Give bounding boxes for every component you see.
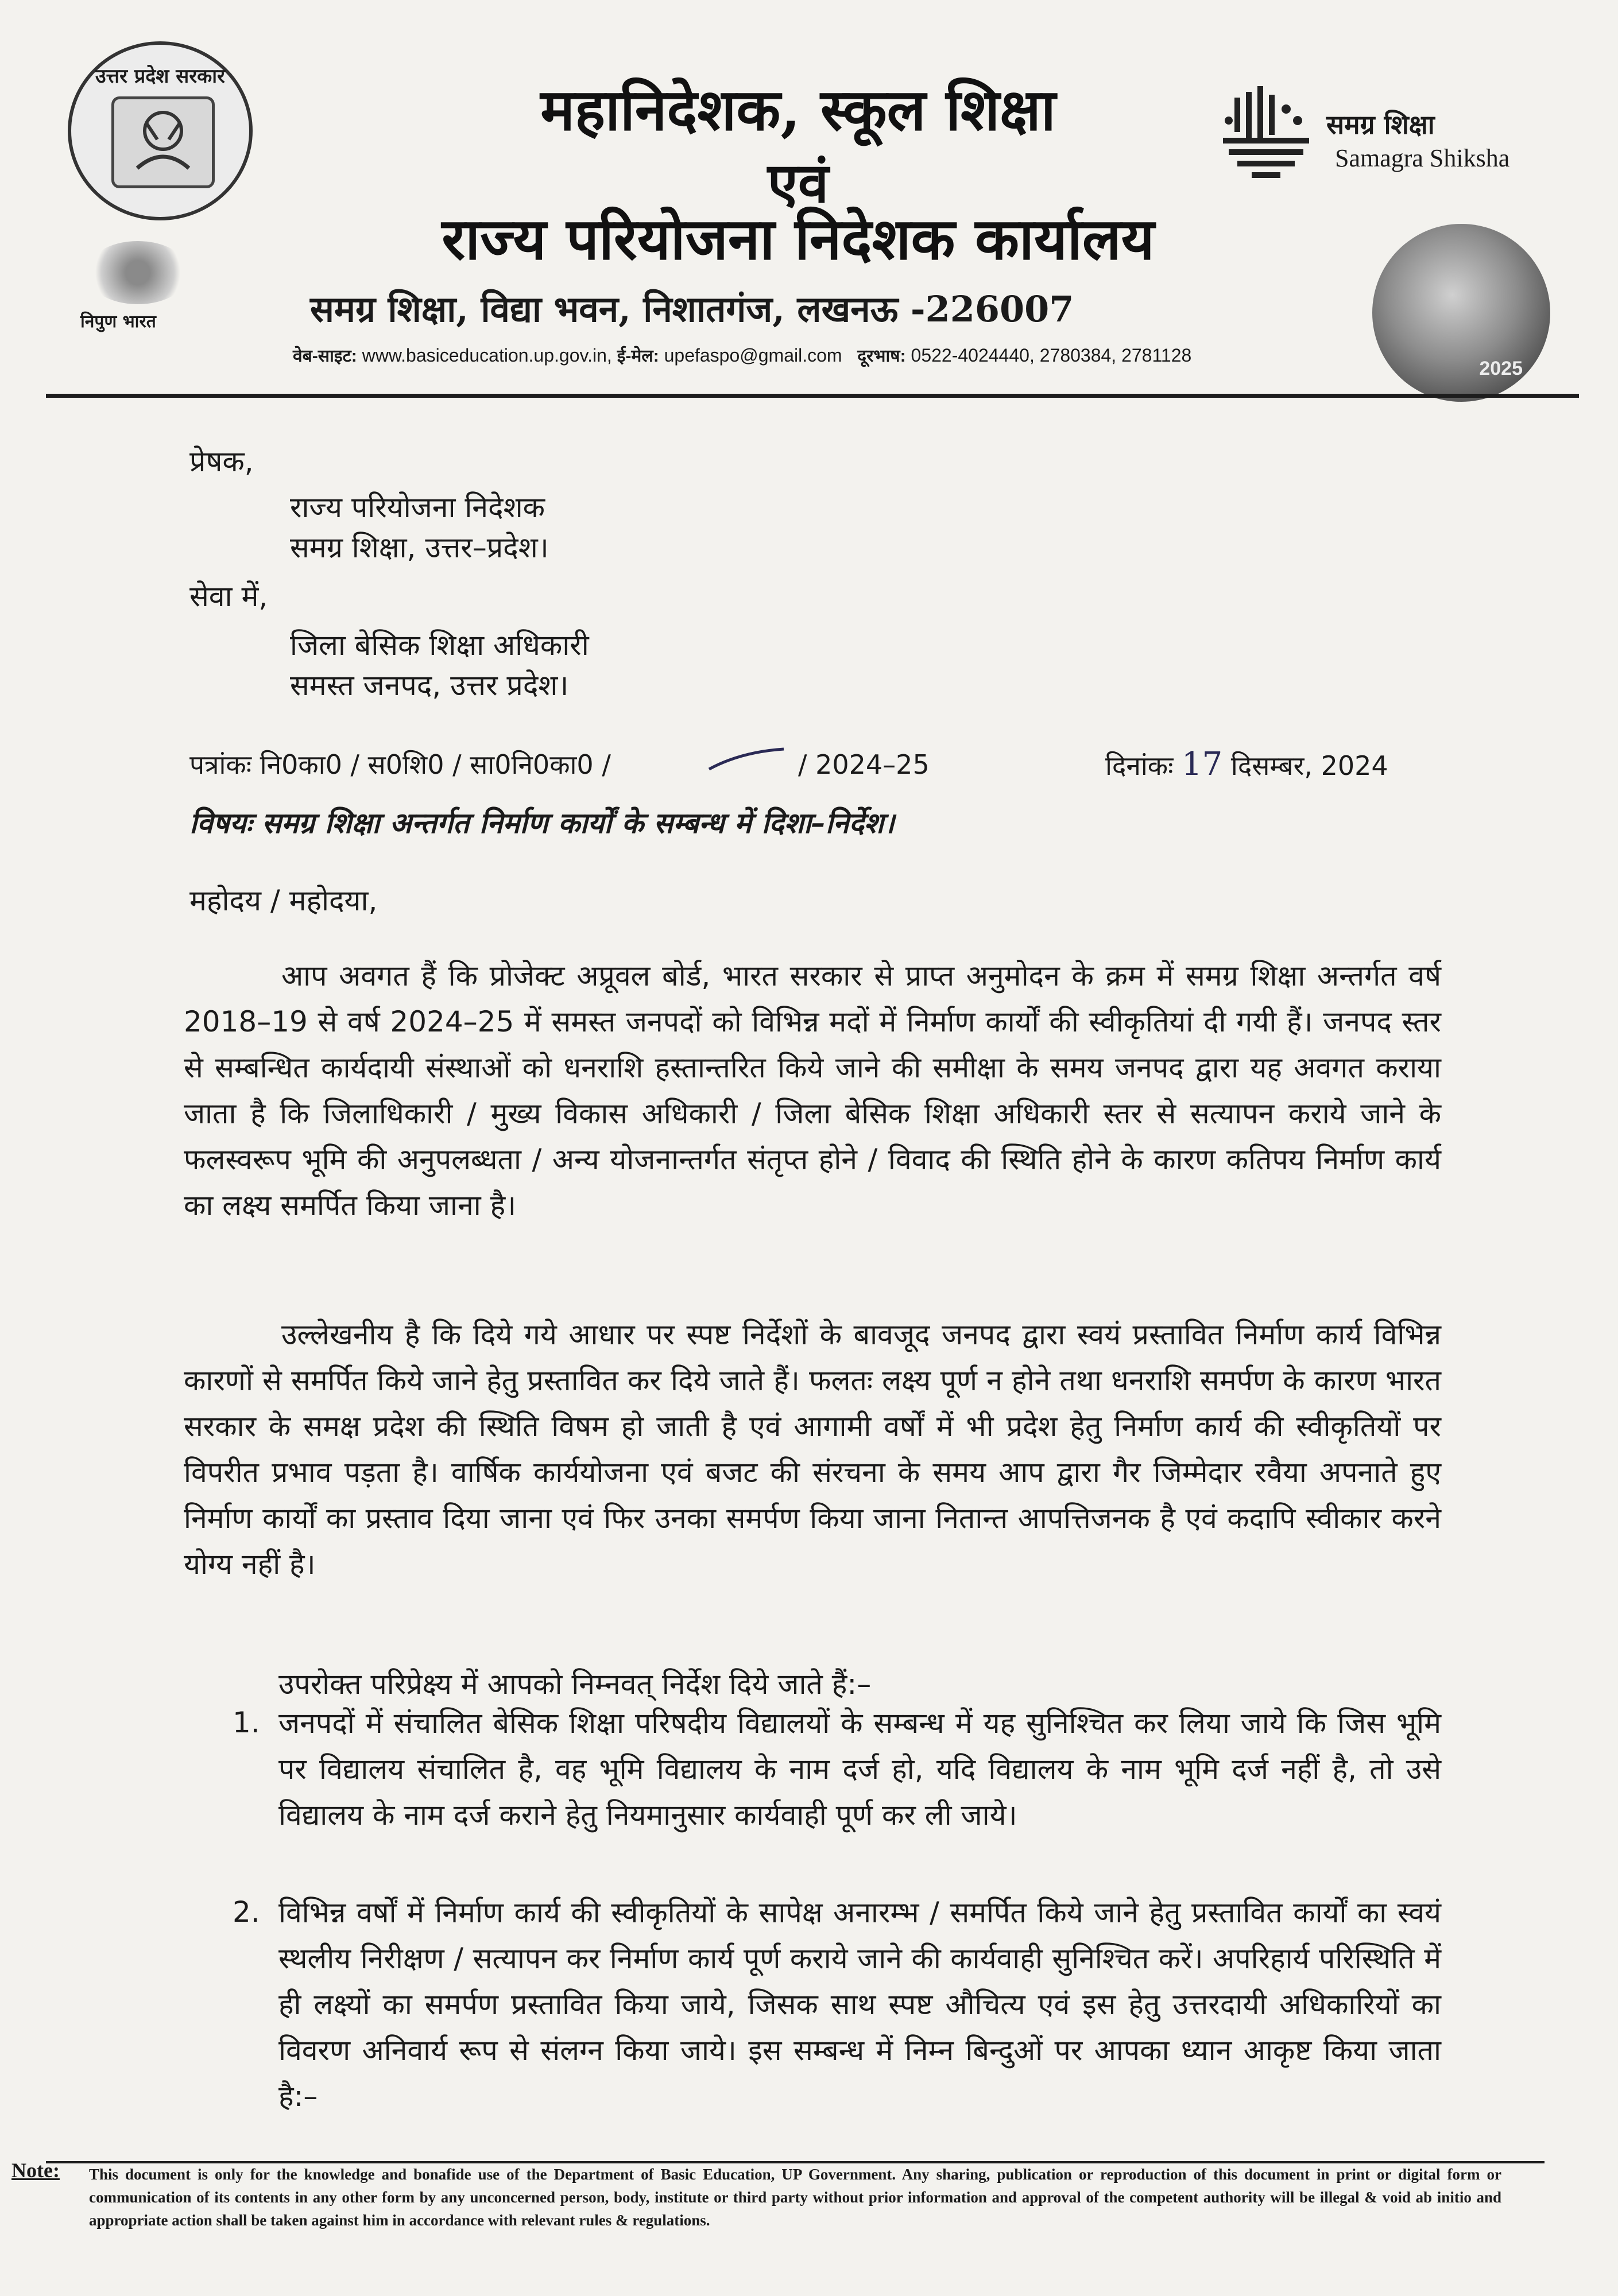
subject-line: विषयः समग्र शिक्षा अन्तर्गत निर्माण कार्यों के सम्बन्ध में दिशा–निर्देश। (189, 806, 895, 840)
nipun-bharat-logo (63, 241, 212, 332)
website-link[interactable]: www.basiceducation.up.gov.in, (362, 345, 612, 366)
title-line-2: एवं (767, 150, 829, 215)
to-line-2: समस्त जनपद, उत्तर प्रदेश। (290, 669, 569, 702)
title-line-3: राज्य परियोजना निदेशक कार्यालय (442, 205, 1155, 273)
contact-line (293, 343, 1191, 367)
salutation: महोदय / महोदया, (189, 884, 378, 917)
sender-line-2: समग्र शिक्षा, उत्तर–प्रदेश। (290, 531, 549, 564)
kumbh-year: 2025 (1479, 358, 1523, 379)
email-link[interactable]: upefaspo@gmail.com (664, 345, 842, 366)
date-rest: दिसम्बर, 2024 (1230, 750, 1388, 781)
date-day: 17 (1182, 746, 1223, 783)
note-text: This document is only for the knowledge and bonafide use of the Department of Basic Education, UP Government. Any sharing, publication or reproduction of this document in print or digital form or communication of its contents in any other form by any unconcerned person, body, institute or third party without prior information and approval of the competent authority will be illegal & void ab initio and appropriate action shall be taken against him in accordance with relevant rules & regulations. (89, 2166, 1501, 2229)
reference-number-suffix: / 2024–25 (798, 749, 930, 780)
paragraph-3-intro: उपरोक्त परिप्रेक्ष्य में आपको निम्नवत् निर्देश दिये जाते हैं:– (278, 1667, 872, 1701)
samagra-shiksha-icon (1217, 86, 1315, 189)
date-label: दिनांकः (1105, 750, 1174, 781)
up-govt-emblem (68, 41, 253, 220)
samagra-english-label: Samagra Shiksha (1335, 144, 1510, 172)
nipun-label: निपुण भारत (80, 312, 156, 332)
list-item-2-number: 2. (233, 1895, 260, 1929)
sender-line-1: राज्य परियोजना निदेशक (290, 491, 545, 524)
handwritten-stroke-icon (706, 746, 787, 775)
list-item-2: विभिन्न वर्षों में निर्माण कार्य की स्वीकृतियों के सापेक्ष अनारम्भ / समर्पित किये जाने हेतु प्रस्तावित कार्यों का स्वयं स्थलीय निरीक्षण / सत्यापन कर निर्माण कार्य पूर्ण कराये जाने की कार्यवाही सुनिश्चित करें। अपरिहार्य परिस्थिति में ही लक्ष्यों का समर्पण प्रस्तावित किया जाये, जिसक साथ स्पष्ट औचित्य एवं इस हेतु उत्तरदायी अधिकारियों का विवरण अनिवार्य रूप से संलग्न किया जाये। इस सम्बन्ध में निम्न बिन्दुओं पर आपका ध्यान आकृष्ट किया जाता है:– (278, 1896, 1441, 2113)
title-line-1: महानिदेशक, स्कूल शिक्षा (540, 76, 1056, 144)
phone-numbers: 0522-4024440, 2780384, 2781128 (911, 345, 1192, 366)
to-label: सेवा में, (189, 580, 268, 613)
paragraph-1: आप अवगत हैं कि प्रोजेक्ट अप्रूवल बोर्ड, भारत सरकार से प्राप्त अनुमोदन के क्रम में समग्र शिक्षा अन्तर्गत वर्ष 2018–19 से वर्ष 2024–25 में समस्त जनपदों को विभिन्न मदों में निर्माण कार्यों की स्वीकृतियां दी गयी हैं। जनपद स्तर से सम्बन्धित कार्यदायी संस्थाओं को धनराशि हस्तान्तरित किये जाने की समीक्षा के समय जनपद द्वारा यह अवगत कराया जाता है कि जिलाधिकारी / मुख्य विकास अधिकारी / जिला बेसिक शिक्षा अधिकारी स्तर से सत्यापन कराये जाने के फलस्वरूप भूमि की अनुपलब्धता / अन्य योजनान्तर्गत संतृप्त होने / विवाद की स्थिति होने के कारण कतिपय निर्माण कार्य का लक्ष्य समर्पित किया जाना है। (184, 959, 1441, 1222)
list-item-1-number: 1. (233, 1706, 260, 1739)
nipun-children-icon (86, 241, 189, 304)
emblem-seal-icon (111, 96, 215, 188)
emblem-text: उत्तर प्रदेश सरकार (95, 65, 225, 88)
paragraph-2: उल्लेखनीय है कि दिये गये आधार पर स्पष्ट निर्देशों के बावजूद जनपद द्वारा स्वयं प्रस्तावित निर्माण कार्य विभिन्न कारणों से समर्पित किये जाने हेतु प्रस्तावित कर दिये जाते हैं। फलतः लक्ष्य पूर्ण न होने तथा धनराशि समर्पण के कारण भारत सरकार के समक्ष प्रदेश की स्थिति विषम हो जाती है एवं आगामी वर्षों में भी प्रदेश हेतु निर्माण कार्य की स्वीकृतियों पर विपरीत प्रभाव पड़ता है। वार्षिक कार्ययोजना एवं बजट की संरचना के समय आप द्वारा गैर जिम्मेदार रवैया अपनाते हुए निर्माण कार्यों का प्रस्ताव दिया जाना एवं फिर उनका समर्पण किया जाना नितान्त आपत्तिजनक है एवं कदापि स्वीकार करने योग्य नहीं है। (184, 1318, 1441, 1581)
list-item-1: जनपदों में संचालित बेसिक शिक्षा परिषदीय विद्यालयों के सम्बन्ध में यह सुनिश्चित कर लिया जाये कि जिस भूमि पर विद्यालय संचालित है, वह भूमि विद्यालय के नाम दर्ज हो, यदि विद्यालय के नाम भूमि दर्ज नहीं है, तो उसे विद्यालय के नाम दर्ज कराने हेतु नियमानुसार कार्यवाही पूर्ण कर ली जाये। (278, 1707, 1441, 1832)
mahakumbh-seal (1372, 224, 1550, 402)
note-label: Note: (11, 2159, 60, 2182)
date-line (1105, 742, 1388, 788)
sender-label: प्रेषक, (189, 445, 254, 478)
to-line-1: जिला बेसिक शिक्षा अधिकारी (290, 629, 589, 662)
header-divider (46, 394, 1579, 398)
reference-number-prefix: पत्रांकः नि0का0 / स0शि0 / सा0नि0का0 / (189, 749, 611, 780)
phone-label: दूरभाष: (857, 347, 906, 366)
office-address: समग्र शिक्षा, विद्या भवन, निशातगंज, लखनऊ -226007 (310, 288, 1074, 330)
samagra-hindi-label: समग्र शिक्षा (1326, 109, 1435, 140)
website-label: वेब-साइट: (293, 347, 357, 366)
email-label: ई-मेल: (617, 347, 659, 366)
